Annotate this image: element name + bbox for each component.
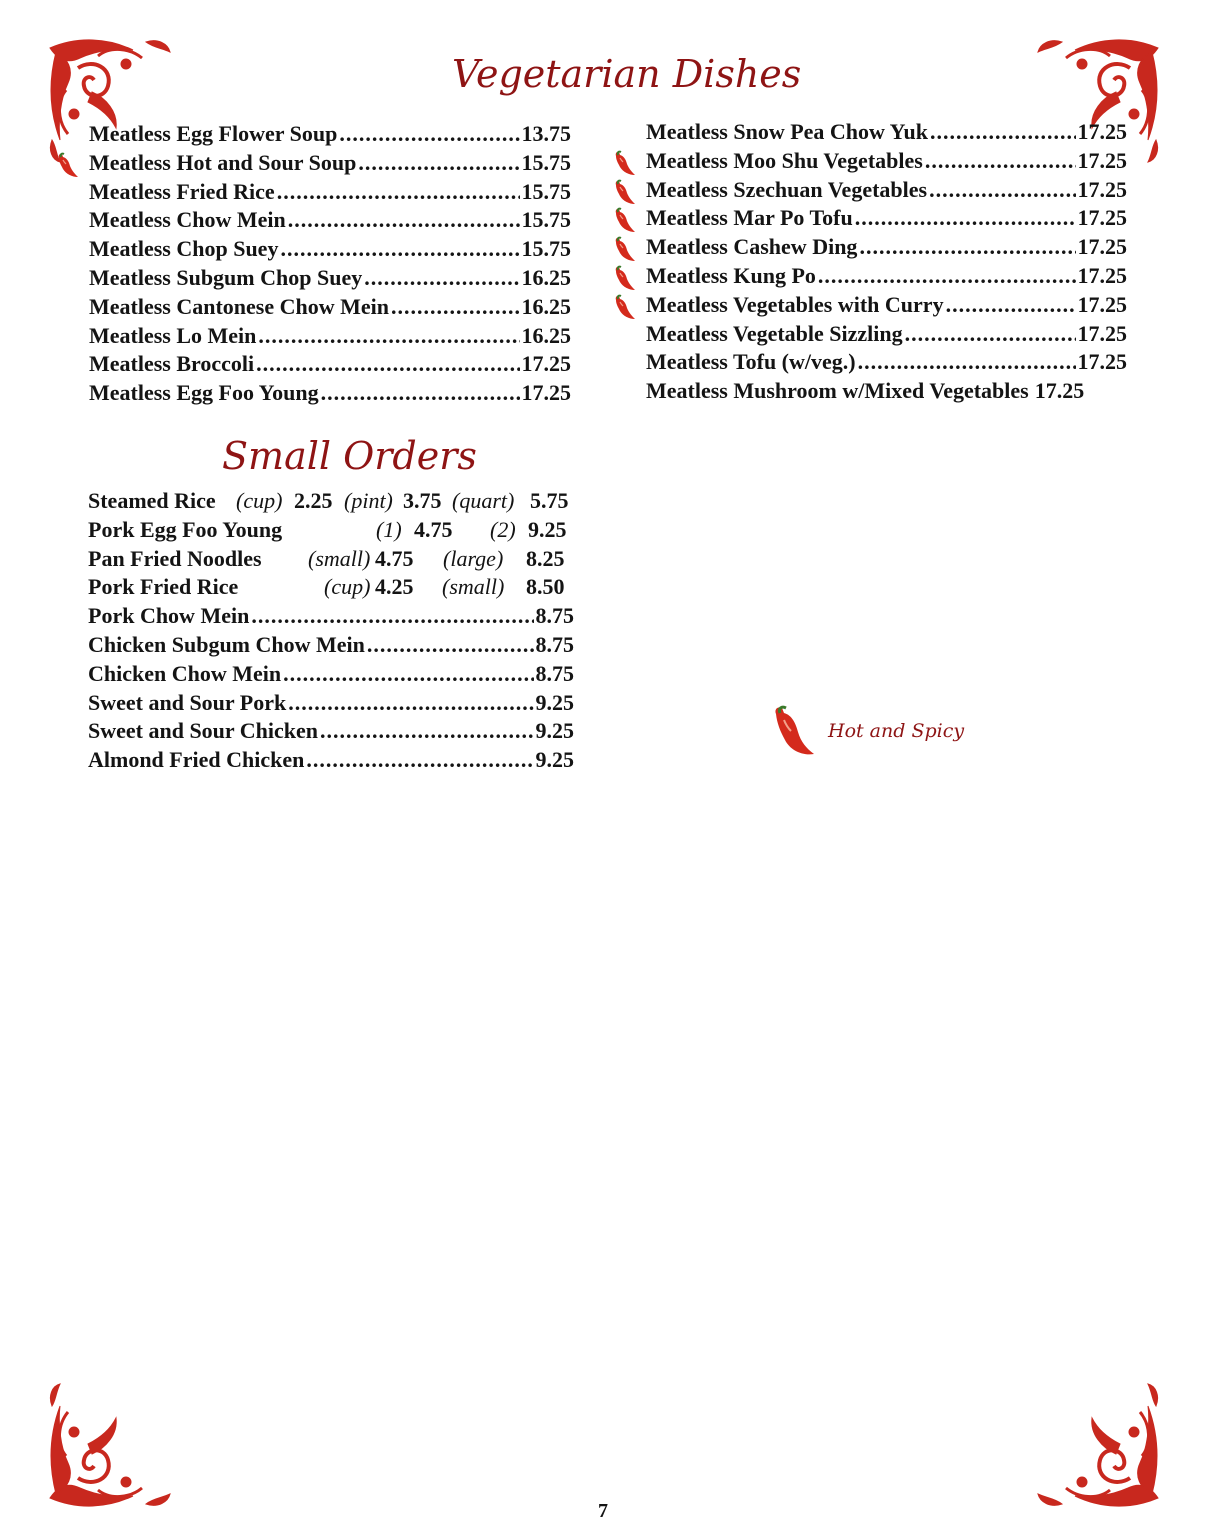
sized-menu-item [88, 488, 574, 517]
item-name: Meatless Moo Shu Vegetables [646, 147, 923, 173]
leader-dots [277, 179, 520, 205]
leader-dots [929, 177, 1075, 203]
leader-dots [858, 349, 1076, 375]
item-price: 13.75 [521, 121, 571, 146]
item-price: 17.25 [1077, 205, 1127, 231]
item-name: Meatless Kung Po [646, 262, 816, 288]
size-label: (1) [376, 516, 402, 542]
item-name: Meatless Lo Mein [89, 322, 257, 348]
menu-item [646, 148, 1127, 177]
size-label: (pint) [344, 488, 393, 513]
leader-dots [925, 148, 1076, 174]
item-price: 15.75 [521, 178, 571, 204]
size-price: 2.25 [294, 488, 333, 513]
menu-item [646, 292, 1127, 321]
item-price: 9.25 [535, 718, 574, 744]
menu-item [646, 205, 1127, 234]
item-price: 17.25 [1077, 262, 1127, 288]
hot-and-spicy-legend [768, 704, 964, 758]
menu-item [646, 321, 1127, 350]
item-name: Sweet and Sour Pork [88, 689, 287, 715]
size-label: (large) [443, 545, 504, 571]
legend-label: Hot and Spicy [828, 720, 965, 742]
menu-item [646, 263, 1127, 292]
item-name: Meatless Vegetables with Curry [646, 291, 944, 317]
item-name: Meatless Fried Rice [89, 178, 275, 204]
leader-dots [358, 150, 519, 176]
item-price: 9.25 [535, 689, 574, 715]
item-name: Meatless Chow Mein [89, 207, 286, 233]
leader-dots [288, 207, 520, 233]
leader-dots [930, 119, 1076, 145]
chili-pepper-icon [610, 294, 638, 322]
menu-item [89, 323, 571, 352]
size-price: 9.25 [528, 516, 567, 542]
chili-pepper-icon [610, 265, 638, 293]
item-name: Meatless Vegetable Sizzling [646, 320, 903, 346]
leader-dots [339, 121, 519, 147]
leader-dots [306, 747, 533, 773]
item-name: Meatless Cashew Ding [646, 234, 858, 260]
corner-ornament-bottom-left [38, 1378, 178, 1518]
chili-pepper-icon [53, 152, 81, 180]
vegetarian-left-column [89, 121, 571, 409]
item-name: Meatless Chop Suey [89, 236, 279, 262]
item-name: Pork Egg Foo Young [88, 516, 283, 542]
leader-dots [288, 690, 533, 716]
sized-menu-item [88, 574, 574, 603]
menu-item [646, 177, 1127, 206]
size-label: (cup) [324, 574, 371, 600]
menu-item [88, 718, 574, 747]
item-name: Meatless Hot and Sour Soup [89, 149, 357, 175]
item-name: Meatless Egg Flower Soup [89, 121, 338, 146]
item-price: 9.25 [535, 747, 574, 773]
floral-scroll-icon [38, 1378, 178, 1518]
leader-dots [321, 380, 520, 406]
size-price: 4.25 [375, 574, 414, 600]
item-name: Almond Fried Chicken [88, 747, 305, 773]
item-price: 17.25 [1077, 234, 1127, 260]
menu-item [88, 632, 574, 661]
item-price: 16.25 [521, 293, 571, 319]
size-label: (small) [308, 545, 371, 571]
item-name: Meatless Egg Foo Young [89, 380, 319, 406]
item-name: Meatless Subgum Chop Suey [89, 264, 363, 290]
item-price: 15.75 [521, 207, 571, 233]
menu-item [646, 378, 1127, 407]
small-orders-heading: Small Orders [222, 434, 477, 478]
menu-item [89, 380, 571, 409]
vegetarian-right-column [646, 119, 1127, 407]
leader-dots [859, 234, 1075, 260]
leader-dots [256, 351, 519, 377]
item-price: 8.75 [535, 660, 574, 686]
leader-dots [367, 632, 534, 658]
item-price: 17.25 [1077, 349, 1127, 375]
menu-item [89, 150, 571, 179]
item-name: Chicken Chow Mein [88, 660, 282, 686]
leader-dots [905, 321, 1076, 347]
item-name: Meatless Mar Po Tofu [646, 205, 853, 231]
item-price: 17.25 [521, 351, 571, 377]
leader-dots [251, 603, 533, 629]
menu-item [88, 690, 574, 719]
chili-pepper-icon [610, 207, 638, 235]
item-price: 17.25 [1077, 291, 1127, 317]
size-label: (quart) [452, 488, 515, 513]
item-name: Steamed Rice [88, 488, 216, 513]
menu-item [89, 294, 571, 323]
menu-item [646, 234, 1127, 263]
leader-dots [946, 292, 1076, 318]
menu-item [646, 349, 1127, 378]
floral-scroll-icon [1030, 1378, 1170, 1518]
item-name: Meatless Snow Pea Chow Yuk [646, 119, 928, 144]
chili-pepper-icon [768, 704, 818, 758]
item-price: 8.75 [535, 603, 574, 629]
item-price: 17.25 [1077, 176, 1127, 202]
size-price: 8.25 [526, 545, 565, 571]
leader-dots [364, 265, 519, 291]
menu-item [89, 179, 571, 208]
item-price: 17.25 [1077, 320, 1127, 346]
menu-item [89, 236, 571, 265]
item-price: 15.75 [521, 236, 571, 262]
size-label: (cup) [236, 488, 283, 513]
menu-item [646, 119, 1127, 148]
item-name: Chicken Subgum Chow Mein [88, 631, 365, 657]
item-price: 16.25 [521, 264, 571, 290]
item-price: 17.25 [1034, 378, 1085, 404]
leader-dots [320, 718, 533, 744]
menu-item [89, 121, 571, 150]
item-name: Pan Fried Noodles [88, 545, 262, 571]
item-name: Sweet and Sour Chicken [88, 718, 319, 744]
menu-item [89, 207, 571, 236]
menu-item [88, 603, 574, 632]
item-name: Meatless Cantonese Chow Mein [89, 293, 390, 319]
vegetarian-dishes-heading: Vegetarian Dishes [452, 52, 802, 96]
menu-item [88, 747, 574, 776]
item-price: 17.25 [1077, 119, 1127, 144]
item-price: 8.75 [535, 631, 574, 657]
item-name: Meatless Tofu (w/veg.) [646, 349, 856, 375]
leader-dots [283, 661, 533, 687]
item-name: Pork Fried Rice [88, 574, 239, 600]
item-price: 15.75 [521, 149, 571, 175]
small-orders-list [88, 488, 574, 776]
size-label: (small) [442, 574, 505, 600]
size-price: 5.75 [530, 488, 569, 513]
size-price: 4.75 [414, 516, 453, 542]
size-label: (2) [490, 516, 516, 542]
item-name: Meatless Broccoli [89, 351, 255, 377]
leader-dots [280, 236, 519, 262]
item-price: 17.25 [1077, 147, 1127, 173]
leader-dots [855, 205, 1076, 231]
chili-pepper-icon [610, 236, 638, 264]
size-price: 3.75 [403, 488, 442, 513]
menu-item [89, 265, 571, 294]
item-price: 17.25 [521, 380, 571, 406]
sized-menu-item [88, 517, 574, 546]
item-name: Pork Chow Mein [88, 603, 250, 629]
menu-item [88, 661, 574, 690]
leader-dots [391, 294, 519, 320]
item-name: Meatless Mushroom w/Mixed Vegetables [646, 378, 1029, 404]
leader-dots [818, 263, 1076, 289]
leader-dots [258, 323, 519, 349]
size-price: 8.50 [526, 574, 565, 600]
sized-menu-item [88, 546, 574, 575]
menu-item [89, 351, 571, 380]
size-price: 4.75 [375, 545, 414, 571]
chili-pepper-icon [610, 150, 638, 178]
page-number: 7 [598, 1500, 608, 1522]
corner-ornament-bottom-right [1030, 1378, 1170, 1518]
chili-pepper-icon [610, 179, 638, 207]
item-name: Meatless Szechuan Vegetables [646, 176, 928, 202]
item-price: 16.25 [521, 322, 571, 348]
